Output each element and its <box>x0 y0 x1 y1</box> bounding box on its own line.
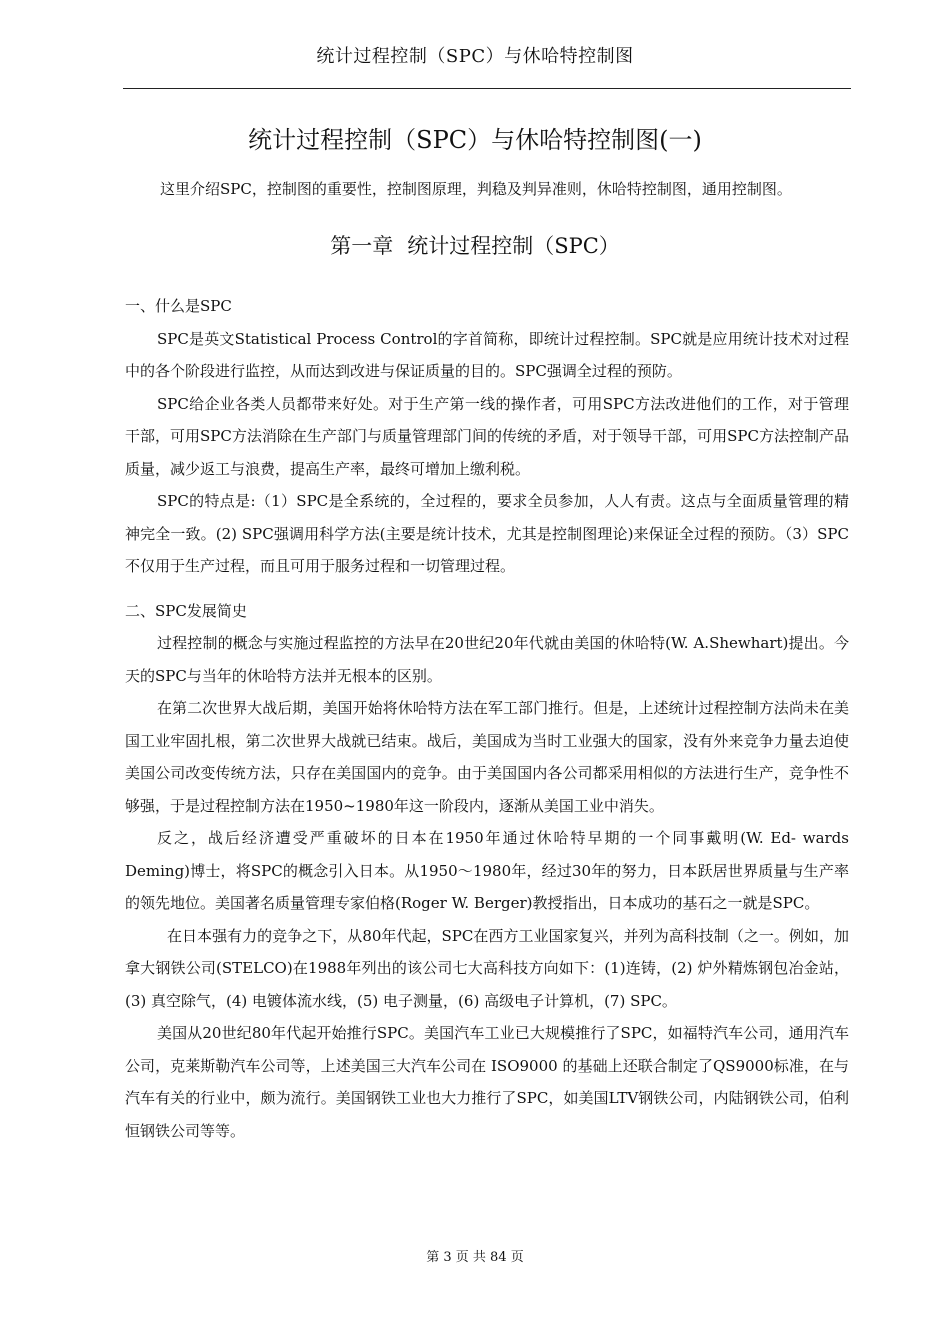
paragraph: 美国从20世纪80年代起开始推行SPC。美国汽车工业已大规模推行了SPC，如福特汽车公司，通用汽车公司，克莱斯勒汽车公司等，上述美国三大汽车公司在 ISO9000 的基础上还联合制定了QS9000标准，在与汽车有关的行业中，颇为流行。美国钢铁工业也大力推行了SPC，如美国LTV钢铁公司，内陆钢铁公司，伯利恒钢铁公司等等。 <box>125 1024 849 1140</box>
body-text <box>125 290 849 1147</box>
section-heading: 一、什么是SPC <box>125 297 232 315</box>
chapter-heading <box>0 230 950 260</box>
intro-paragraph: 这里介绍SPC，控制图的重要性，控制图原理，判稳及判异准则，休哈特控制图，通用控制图。 <box>160 180 792 198</box>
section-heading: 二、SPC发展简史 <box>125 601 247 620</box>
page-title: 统计过程控制（SPC）与休哈特控制图(一) <box>248 126 702 154</box>
paragraph: 在第二次世界大战后期，美国开始将休哈特方法在军工部门推行。但是，上述统计过程控制方法尚未在美国工业牢固扎根，第二次世界大战就已结束。战后，美国成为当时工业强大的国家，没有外来竞争力量去迫使美国公司改变传统方法，只存在美国国内的竞争。由于美国国内各公司都采用相似的方法进行生产，竞争性不够强，于是过程控制方法在1950~1980年这一阶段内，逐渐从美国工业中消失。 <box>125 699 849 815</box>
paragraph: SPC的特点是:（1）SPC是全系统的，全过程的，要求全员参加，人人有责。这点与全面质量管理的精神完全一致。(2) SPC强调用科学方法(主要是统计技术，尤其是控制图理论)来保证全过程的预防。（3）SPC不仅用于生产过程，而且可用于服务过程和一切管理过程。 <box>125 492 849 575</box>
page-number: 第 3 页 共 84 页 <box>426 1250 524 1265</box>
paragraph: SPC给企业各类人员都带来好处。对于生产第一线的操作者，可用SPC方法改进他们的工作，对于管理干部，可用SPC方法消除在生产部门与质量管理部门间的传统的矛盾，对于领导干部，可用SPC方法控制产品质量，减少返工与浪费，提高生产率，最终可增加上缴利税。 <box>125 394 849 478</box>
paragraph: SPC是英文Statistical Process Control的字首简称，即统计过程控制。SPC就是应用统计技术对过程中的各个阶段进行监控，从而达到改进与保证质量的目的。SPC强调全过程的预防。 <box>125 329 849 380</box>
paragraph: 在日本强有力的竞争之下，从80年代起，SPC在西方工业国家复兴，并列为高科技制（之一。例如，加拿大钢铁公司(STELCO)在1988年列出的该公司七大高科技方向如下：(1)连铸，(2) 炉外精炼钢包冶金站，(3) 真空除气，(4) 电镀体流水线，(5) 电子测量，(6) 高级电子计算机，(7) SPC。 <box>125 926 849 1010</box>
paragraph: 反之，战后经济遭受严重破坏的日本在1950年通过休哈特早期的一个同事戴明(W. Ed- wards Deming)博士，将SPC的概念引入日本。从1950～1980年，经过30年的努力，日本跃居世界质量与生产率的领先地位。美国著名质量管理专家伯格(Roger W. Berger)教授指出，日本成功的基石之一就是SPC。 <box>125 829 849 912</box>
chapter-number: 第一章 <box>330 234 394 258</box>
chapter-name: 统计过程控制（SPC） <box>407 234 620 258</box>
paragraph: 过程控制的概念与实施过程监控的方法早在20世纪20年代就由美国的休哈特(W. A.Shewhart)提出。今天的SPC与当年的休哈特方法并无根本的区别。 <box>125 634 849 685</box>
header-divider <box>123 88 851 89</box>
running-header: 统计过程控制（SPC）与休哈特控制图 <box>316 46 634 67</box>
